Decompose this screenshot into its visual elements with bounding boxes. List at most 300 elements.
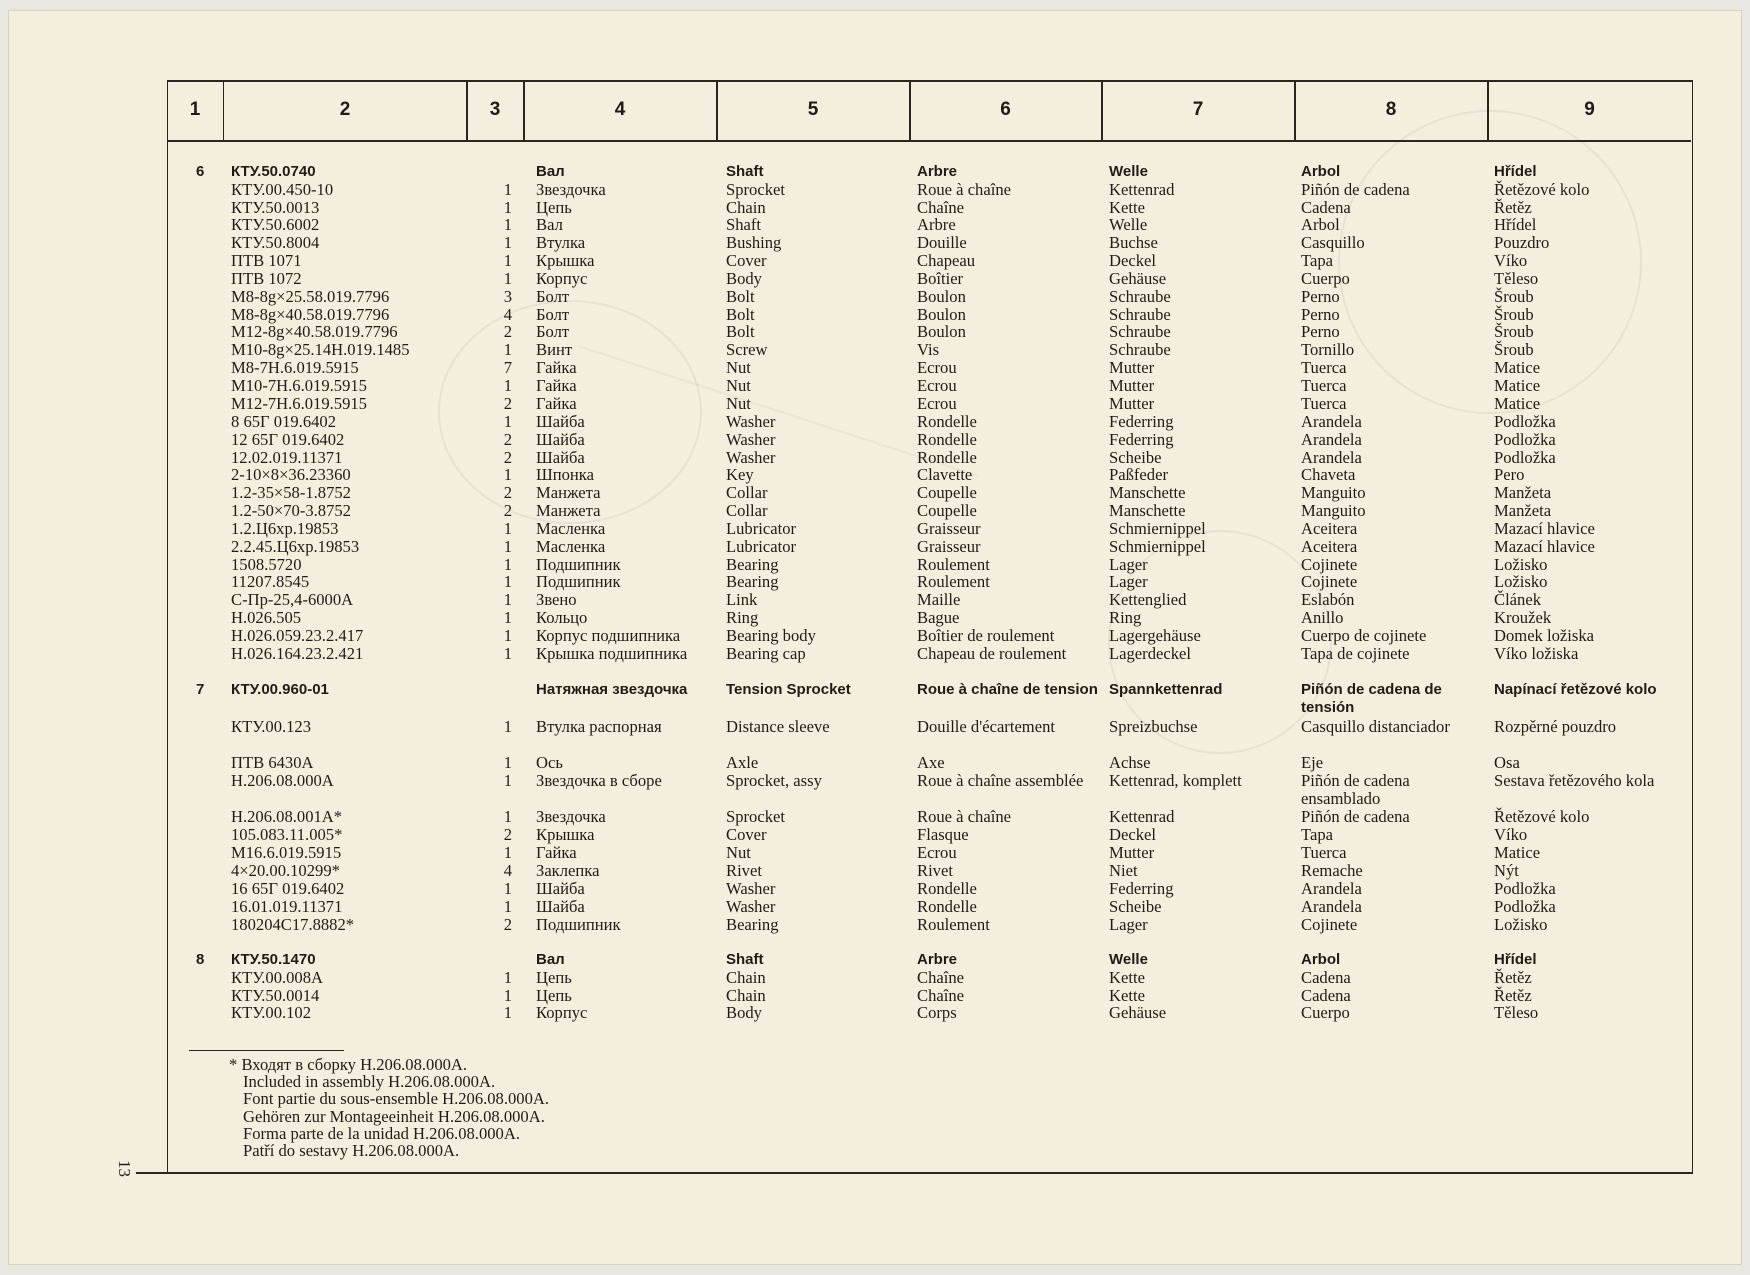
cell-col-3: 1 [503,879,512,898]
cell-col-6: Ecrou [917,394,957,413]
cell-col-4: Крышка подшипника [536,644,688,663]
column-rule [910,80,911,140]
cell-col-9: Ložisko [1494,915,1548,934]
cell-col-3: 1 [503,626,512,645]
cell-col-6: Roue à chaîne [917,807,1011,826]
cell-col-9: Hřídel [1494,951,1537,968]
cell-col-3: 1 [503,215,512,234]
cell-col-3: 2 [503,915,512,934]
cell-col-3: 1 [503,412,512,431]
cell-col-5: Shaft [726,951,764,968]
cell-col-6: Rondelle [917,897,977,916]
cell-col-7: Kette [1109,198,1145,217]
cell-col-9: Manžeta [1494,483,1552,502]
cell-col-6: Rondelle [917,879,977,898]
cell-col-1: 7 [196,681,205,698]
cell-col-4: Звездочка [536,180,606,199]
column-rule [223,80,224,140]
cell-col-7: Scheibe [1109,448,1162,467]
cell-col-2: 1.2-35×58-1.8752 [231,483,351,502]
cell-col-5: Shaft [726,215,762,234]
cell-col-7: Paßfeder [1109,465,1168,484]
cell-col-7: Deckel [1109,251,1156,270]
cell-col-8: Piñón de cadena de tensión [1301,681,1442,716]
cell-col-8: Arbol [1301,215,1340,234]
cell-col-7: Mutter [1109,394,1155,413]
cell-col-6: Arbre [917,951,958,968]
cell-col-8: Manguito [1301,501,1366,520]
cell-col-4: Винт [536,340,573,359]
cell-col-2: 2-10×8×36.23360 [231,465,351,484]
cell-col-4: Звездочка в сборе [536,771,662,790]
cell-col-9: Kroužek [1494,608,1552,627]
cell-col-6: Roue à chaîne de tension [917,681,1098,698]
cell-col-8: Perno [1301,287,1340,306]
column-rule [467,80,468,140]
cell-col-7: Lager [1109,915,1148,934]
cell-col-2: M8-8g×40.58.019.7796 [231,305,390,324]
cell-col-8: Manguito [1301,483,1366,502]
cell-col-9: Řetěz [1494,968,1532,987]
cell-col-3: 1 [503,590,512,609]
cell-col-5: Washer [726,879,776,898]
cell-col-4: Гайка [536,358,577,377]
cell-col-5: Bolt [726,322,755,341]
cell-col-8: Arandela [1301,430,1362,449]
cell-col-5: Bearing cap [726,644,806,663]
cell-col-3: 3 [503,287,512,306]
cell-col-4: Втулка распорная [536,717,662,736]
column-rule [1295,80,1296,140]
cell-col-2: 8 65Г 019.6402 [231,412,337,431]
cell-col-2: 12 65Г 019.6402 [231,430,345,449]
cell-col-8: Anillo [1301,608,1344,627]
cell-col-5: Nut [726,843,751,862]
cell-col-6: Roulement [917,572,990,591]
cell-col-6: Coupelle [917,483,977,502]
cell-col-9: Víko ložiska [1494,644,1579,663]
cell-col-2: КТУ.50.0740 [231,163,316,180]
cell-col-5: Tension Sprocket [726,681,851,698]
cell-col-8: Tapa [1301,251,1334,270]
cell-col-5: Collar [726,483,768,502]
cell-col-5: Chain [726,198,766,217]
cell-col-7: Schraube [1109,287,1171,306]
cell-col-5: Axle [726,753,759,772]
cell-col-2: 105.083.11.005* [231,825,343,844]
cell-col-8: Tapa de cojinete [1301,644,1410,663]
cell-col-9: Matice [1494,358,1541,377]
cell-col-4: Цепь [536,968,572,987]
cell-col-2: КТУ.00.960-01 [231,681,329,698]
cell-col-6: Vis [917,340,940,359]
cell-col-2: H.026.059.23.2.417 [231,626,364,645]
cell-col-3: 2 [503,448,512,467]
cell-col-7: Schraube [1109,340,1171,359]
cell-col-3: 1 [503,1003,512,1022]
cell-col-7: Spreizbuchse [1109,717,1198,736]
cell-col-2: M8-8g×25.58.019.7796 [231,287,390,306]
cell-col-8: Tuerca [1301,394,1347,413]
cell-col-7: Welle [1109,215,1148,234]
cell-col-6: Arbre [917,215,956,234]
cell-col-6: Chapeau de roulement [917,644,1067,663]
header-col-6: 6 [910,80,1102,140]
header-col-9: 9 [1584,99,1595,120]
cell-col-9: Víko [1494,825,1528,844]
cell-col-9: Ložisko [1494,555,1548,574]
cell-col-2: КТУ.00.008А [231,968,324,987]
cell-col-3: 1 [503,843,512,862]
cell-col-8: Casquillo distanciador [1301,717,1450,736]
cell-col-9: Řetěz [1494,198,1532,217]
cell-col-8: Cuerpo [1301,1003,1350,1022]
cell-col-4: Масленка [536,537,606,556]
table-bottom-rule [136,1172,1692,1174]
cell-col-3: 1 [503,608,512,627]
cell-col-6: Graisseur [917,519,981,538]
cell-col-2: 16.01.019.11371 [231,897,343,916]
cell-col-3: 1 [503,519,512,538]
cell-col-5: Sprocket [726,180,785,199]
cell-col-8: Piñón de cadena [1301,180,1410,199]
column-rule [1102,80,1103,140]
cell-col-8: Eslabón [1301,590,1355,609]
cell-col-7: Mutter [1109,376,1155,395]
cell-col-7: Federring [1109,412,1174,431]
cell-col-3: 1 [503,644,512,663]
cell-col-9: Ložisko [1494,572,1548,591]
cell-col-6: Maille [917,590,961,609]
cell-col-4: Болт [536,305,570,324]
cell-col-8: Perno [1301,322,1340,341]
cell-col-9: Matice [1494,394,1541,413]
cell-col-4: Манжета [536,501,601,520]
cell-col-4: Корпус подшипника [536,626,681,645]
cell-col-3: 1 [503,986,512,1005]
cell-col-9: Mazací hlavice [1494,519,1595,538]
cell-col-5: Bearing [726,555,779,574]
cell-col-9: Podložka [1494,430,1556,449]
cell-col-9: Článek [1494,590,1542,609]
cell-col-4: Подшипник [536,572,621,591]
cell-col-7: Federring [1109,879,1174,898]
cell-col-9: Šroub [1494,322,1534,341]
cell-col-3: 2 [503,430,512,449]
cell-col-8: Cojinete [1301,555,1358,574]
cell-col-6: Roue à chaîne [917,180,1011,199]
cell-col-2: КТУ.50.0014 [231,986,320,1005]
cell-col-9: Šroub [1494,287,1534,306]
cell-col-6: Boulon [917,287,966,306]
cell-col-8: Perno [1301,305,1340,324]
cell-col-2: 1.2.Ц6хр.19853 [231,519,339,538]
cell-col-3: 1 [503,807,512,826]
cell-col-2: КТУ.50.6002 [231,215,320,234]
cell-col-4: Крышка [536,251,595,270]
cell-col-6: Graisseur [917,537,981,556]
cell-col-7: Manschette [1109,483,1186,502]
cell-col-9: Osa [1494,753,1520,772]
cell-col-6: Chapeau [917,251,976,270]
cell-col-3: 1 [503,465,512,484]
header-col-4: 4 [524,80,717,140]
cell-col-4: Кольцо [536,608,588,627]
cell-col-9: Domek ložiska [1494,626,1595,645]
cell-col-3: 2 [503,322,512,341]
cell-col-7: Schraube [1109,322,1171,341]
cell-col-7: Lagerdeckel [1109,644,1191,663]
cell-col-7: Achse [1109,753,1151,772]
cell-col-5: Body [726,1003,762,1022]
cell-col-8: Tuerca [1301,376,1347,395]
cell-col-5: Lubricator [726,519,797,538]
cell-col-9: Rozpěrné pouzdro [1494,717,1617,736]
cell-col-5: Bearing body [726,626,816,645]
cell-col-5: Bushing [726,233,782,252]
cell-col-6: Rondelle [917,412,977,431]
cell-col-8: Arandela [1301,448,1362,467]
cell-col-4: Болт [536,287,570,306]
cell-col-4: Крышка [536,825,595,844]
cell-col-5: Screw [726,340,768,359]
cell-col-6: Douille [917,233,967,252]
header-col-1: 1 [167,80,224,140]
cell-col-9: Manžeta [1494,501,1552,520]
cell-col-6: Chaîne [917,986,965,1005]
cell-col-5: Washer [726,448,776,467]
cell-col-3: 1 [503,537,512,556]
cell-col-7: Deckel [1109,825,1156,844]
cell-col-7: Mutter [1109,843,1155,862]
cell-col-2: 180204С17.8882* [231,915,355,934]
footnote [229,1055,550,1161]
cell-col-6: Bague [917,608,960,627]
header-col-8: 8 [1295,80,1488,140]
cell-col-6: Chaîne [917,198,965,217]
cell-col-8: Aceitera [1301,537,1358,556]
cell-col-9: Matice [1494,843,1541,862]
cell-col-2: M12-8g×40.58.019.7796 [231,322,398,341]
cell-col-8: Arandela [1301,879,1362,898]
cell-col-8: Cojinete [1301,915,1358,934]
cell-col-4: Натяжная звездочка [536,681,688,698]
cell-col-9: Těleso [1494,1003,1539,1022]
cell-col-5: Washer [726,897,776,916]
cell-col-6: Chaîne [917,968,965,987]
cell-col-2: H.206.08.000A [231,771,334,790]
cell-col-5: Washer [726,412,776,431]
cell-col-6: Roue à chaîne assemblée [917,771,1084,790]
cell-col-4: Шайба [536,430,585,449]
cell-col-2: ПТВ 1072 [231,269,302,288]
cell-col-2: 12.02.019.11371 [231,448,343,467]
cell-col-9: Matice [1494,376,1541,395]
cell-col-8: Aceitera [1301,519,1358,538]
cell-col-9: Víko [1494,251,1528,270]
cell-col-9: Řetězové kolo [1494,180,1590,199]
cell-col-8: Remache [1301,861,1363,880]
cell-col-5: Lubricator [726,537,797,556]
cell-col-5: Link [726,590,758,609]
cell-col-8: Cadena [1301,968,1351,987]
cell-col-3: 1 [503,897,512,916]
cell-col-3: 4 [503,305,512,324]
footnote-line: Forma parte de la unidad H.206.08.000A. [243,1123,520,1143]
cell-col-5: Cover [726,251,767,270]
cell-col-2: КТУ.50.8004 [231,233,320,252]
cell-col-2: M16.6.019.5915 [231,843,342,862]
cell-col-6: Ecrou [917,843,957,862]
cell-col-9: Řetězové kolo [1494,807,1590,826]
cell-col-7: Welle [1109,163,1148,180]
cell-col-8: Tornillo [1301,340,1355,359]
cell-col-5: Shaft [726,163,764,180]
cell-col-6: Boîtier [917,269,964,288]
cell-col-9: Mazací hlavice [1494,537,1595,556]
cell-col-8: Arbol [1301,951,1341,968]
cell-col-2: M12-7H.6.019.5915 [231,394,367,413]
cell-col-7: Kettenrad [1109,807,1175,826]
table-header [167,80,1691,142]
cell-col-8: Piñón de cadena [1301,807,1410,826]
cell-col-2: M10-8g×25.14H.019.1485 [231,340,410,359]
cell-col-8: Tuerca [1301,843,1347,862]
footnote-line: * Входят в сборку H.206.08.000A. [229,1055,468,1074]
cell-col-4: Гайка [536,843,577,862]
cell-col-8: Arandela [1301,412,1362,431]
cell-col-4: Вал [536,215,563,234]
cell-col-2: H.206.08.001A* [231,807,343,826]
cell-col-6: Corps [917,1003,957,1022]
cell-col-8: Arandela [1301,897,1362,916]
cell-col-3: 1 [503,555,512,574]
cell-col-5: Rivet [726,861,762,880]
cell-col-4: Цепь [536,198,572,217]
cell-col-3: 2 [503,825,512,844]
cell-col-8: Arbol [1301,163,1341,180]
footnote-line: Included in assembly H.206.08.000A. [243,1072,496,1092]
cell-col-4: Манжета [536,483,601,502]
cell-col-4: Вал [536,951,565,968]
cell-col-4: Гайка [536,376,577,395]
cell-col-7: Buchse [1109,233,1158,252]
cell-col-7: Gehäuse [1109,269,1167,288]
cell-col-4: Шпонка [536,465,594,484]
cell-col-5: Nut [726,394,751,413]
cell-col-8: Tuerca [1301,358,1347,377]
column-rule [717,80,718,140]
cell-col-6: Ecrou [917,376,957,395]
header-col-3: 3 [467,80,524,140]
cell-col-6: Roulement [917,555,990,574]
cell-col-5: Chain [726,968,766,987]
cell-col-8: Chaveta [1301,465,1356,484]
cell-col-3: 1 [503,251,512,270]
cell-col-2: КТУ.00.123 [231,717,312,736]
cell-col-3: 2 [503,483,512,502]
cell-col-7: Welle [1109,951,1148,968]
cell-col-2: 4×20.00.10299* [231,861,340,880]
cell-col-3: 1 [503,753,512,772]
cell-col-7: Kettenglied [1109,590,1187,609]
cell-col-8: Eje [1301,753,1324,772]
cell-col-8: Cuerpo de cojinete [1301,626,1427,645]
cell-col-7: Schraube [1109,305,1171,324]
cell-col-7: Federring [1109,430,1174,449]
cell-col-4: Подшипник [536,555,621,574]
cell-col-6: Douille d'écartement [917,717,1055,736]
cell-col-7: Schmiernippel [1109,537,1206,556]
cell-col-9: Hřídel [1494,215,1537,234]
cell-col-4: Втулка [536,233,586,252]
cell-col-3: 7 [503,358,512,377]
cell-col-4: Цепь [536,986,572,1005]
cell-col-7: Lager [1109,555,1148,574]
cell-col-7: Manschette [1109,501,1186,520]
footnote-rule [189,1050,344,1051]
cell-col-5: Washer [726,430,776,449]
cell-col-3: 1 [503,198,512,217]
cell-col-4: Шайба [536,448,585,467]
header-col-5: 5 [717,80,910,140]
cell-col-8: Casquillo [1301,233,1365,252]
cell-col-4: Шайба [536,879,585,898]
cell-col-3: 1 [503,968,512,987]
cell-col-4: Шайба [536,897,585,916]
cell-col-3: 2 [503,501,512,520]
cell-col-2: КТУ.00.102 [231,1003,312,1022]
cell-col-8: Tapa [1301,825,1334,844]
header-col-2: 2 [224,80,467,140]
cell-col-9: Sestava řetězového kola [1494,771,1655,790]
cell-col-9: Napínací řetězové kolo [1494,681,1657,698]
cell-col-2: 16 65Г 019.6402 [231,879,345,898]
cell-col-3: 1 [503,717,512,736]
cell-col-5: Key [726,465,754,484]
cell-col-5: Bolt [726,287,755,306]
cell-col-5: Sprocket [726,807,785,826]
cell-col-8: Cojinete [1301,572,1358,591]
column-rule [1488,80,1489,140]
cell-col-8: Cadena [1301,198,1351,217]
cell-col-2: КТУ.50.1470 [231,951,316,968]
cell-col-6: Boulon [917,322,966,341]
cell-col-4: Гайка [536,394,577,413]
cell-col-6: Rondelle [917,448,977,467]
cell-col-4: Корпус [536,1003,588,1022]
cell-col-6: Axe [917,753,945,772]
cell-col-2: ПТВ 1071 [231,251,302,270]
cell-col-2: ПТВ 6430А [231,753,314,772]
cell-col-1: 6 [196,163,205,180]
cell-col-4: Ось [536,753,563,772]
cell-col-5: Bolt [726,305,755,324]
cell-col-7: Lagergehäuse [1109,626,1201,645]
cell-col-2: H.026.505 [231,608,302,627]
cell-col-2: M10-7H.6.019.5915 [231,376,367,395]
cell-col-2: H.026.164.23.2.421 [231,644,364,663]
cell-col-4: Болт [536,322,570,341]
cell-col-6: Arbre [917,163,958,180]
cell-col-9: Pouzdro [1494,233,1550,252]
cell-col-1: 8 [196,951,205,968]
cell-col-6: Coupelle [917,501,977,520]
cell-col-4: Корпус [536,269,588,288]
cell-col-7: Mutter [1109,358,1155,377]
cell-col-5: Nut [726,358,751,377]
cell-col-9: Podložka [1494,897,1556,916]
